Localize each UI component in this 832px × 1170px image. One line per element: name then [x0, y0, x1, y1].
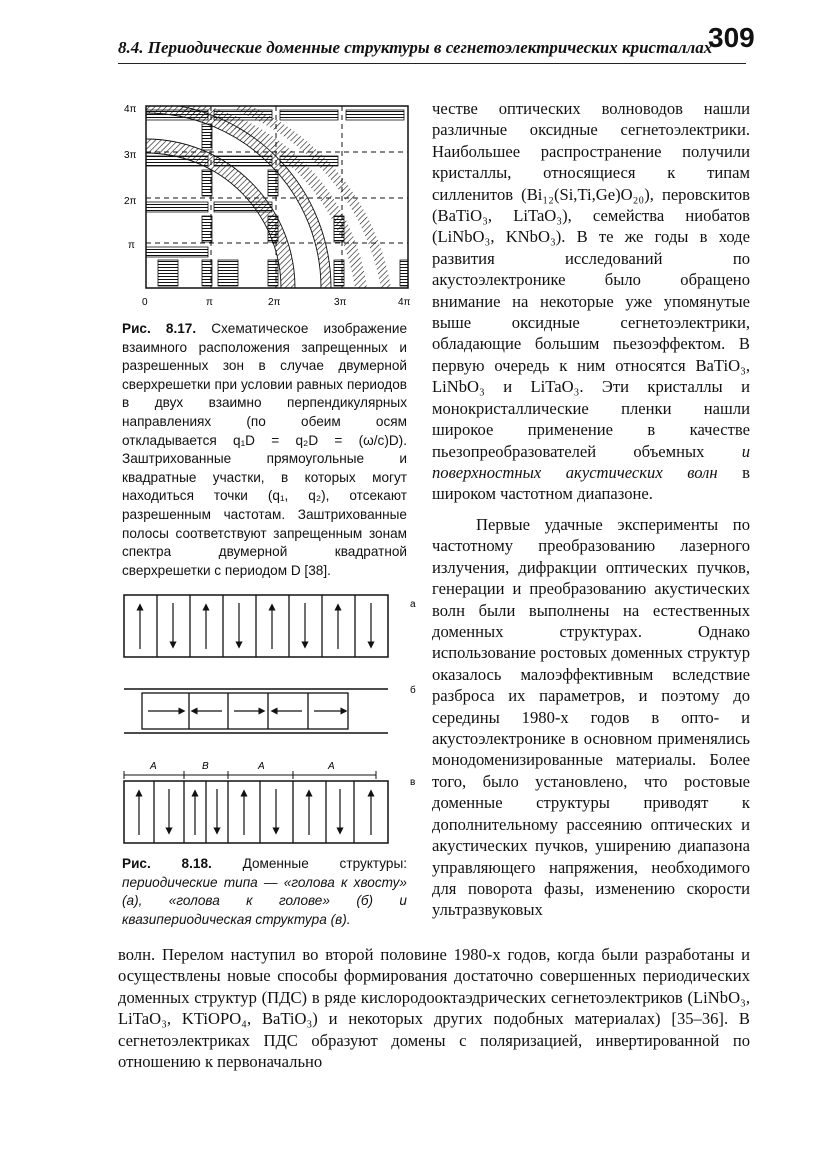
caption-number: Рис. 8.18.	[122, 856, 212, 871]
dim-label-a3: А	[328, 761, 335, 772]
label-b: б	[410, 685, 416, 696]
figure-8-18	[118, 585, 418, 855]
figure-8-17	[118, 98, 418, 318]
caption-italic-text: периодические типа — «голова к хвосту» (а), «голова к голове» (б) и квазипериодическая структура (в).	[122, 874, 407, 927]
x-tick-4pi: 4π	[398, 297, 411, 308]
page-number: 309	[708, 22, 755, 53]
running-head: 8.4. Периодические доменные структуры в сегнетоэлектрических кристаллах	[118, 38, 713, 57]
dim-label-a1: А	[150, 761, 157, 772]
y-tick-pi: π	[128, 240, 135, 251]
caption-text: Схематическое изображение взаимного расположения запрещенных и разрешенных зон в случае двумерной сверхрешетки при условии равных периодов в двух взаимно перпендикулярных направлениях (по обеим осям откладывается q₁D = q₂D = (ω/c)D). Заштрихованные прямоугольные и квадратные участки, в которых могут находиться точки (q₁, q₂), отсекают разрешенным частотам. Заштрихованные полосы соответствуют запрещенным зонам спектра двумерной квадратной сверхрешетки с периодом D [38].	[122, 321, 407, 578]
paragraph-text: Первые удачные эксперименты по частотному преобразованию лазерного излучения, дифракции оптических пучков, генерации и преобразованию акустических волн были выполнены на естественных доменных структурах. Однако использование ростовых доменных структур оказалось малоэффективным вследствие разброса их параметров, и поэтому до середины 1980-х годов в опто- и акустоэлектронике в основном применялись монодоменизированные материалы. Более того, было установлено, что ростовые доменные структуры приводят к дополнительному рассеянию оптических и акустических пучков, уширению диапазона управляющего напряжения, необходимого для поворота фазы, изменению скорости ультразвуковых	[432, 515, 750, 920]
dim-label-a2: А	[258, 761, 265, 772]
x-tick-0: 0	[142, 297, 148, 308]
y-tick-2pi: 2π	[124, 196, 137, 207]
paragraph-end: в широком частотном диапазоне.	[432, 462, 750, 504]
paragraph-italic: и поверхностных акустических волн	[432, 441, 750, 482]
y-tick-4pi: 4π	[124, 104, 137, 115]
domain-structure-v	[124, 761, 415, 843]
caption-text: Доменные структуры:	[242, 856, 408, 871]
figure-8-17-caption	[122, 320, 407, 580]
right-column-paragraph-2	[432, 514, 750, 921]
y-tick-3pi: 3π	[124, 150, 137, 161]
caption-number: Рис. 8.17.	[122, 321, 197, 336]
label-v: в	[410, 777, 416, 788]
dim-label-b: В	[202, 761, 209, 772]
right-column-paragraph-1	[432, 98, 750, 505]
header-rule	[118, 63, 746, 64]
x-tick-pi: π	[206, 297, 213, 308]
x-tick-3pi: 3π	[334, 297, 347, 308]
x-tick-2pi: 2π	[268, 297, 281, 308]
bottom-paragraph: волн. Перелом наступил во второй половине 1980-х годов, когда были разработаны и осуществлены новые способы формирования достаточно совершенных периодических доменных структур (ПДС) в ряде кислородооктаэдрических сегнетоэлектриков (LiNbO₃, LiTaO₃, KTiOPO₄, BaTiO₃) и некоторых других подобных материалах) [35–36]. В сегнетоэлектриках ПДС образуют домены с поляризацией, инвертированной по отношению к первоначально	[118, 945, 750, 1072]
figure-8-18-caption	[122, 855, 407, 929]
label-a: а	[410, 599, 416, 610]
paragraph-text: честве оптических волноводов нашли различные оксидные сегнетоэлектрики. Наибольшее распространение получили кристаллы, относящиеся к типам силленитов (Bi₁₂(Si,Ti,Ge)O₂₀), перовскитов (BaTiO₃, LiTaO₃), семейства ниобатов (LiNbO₃, KNbO₃). В те же годы в ходе развития исследований по акустоэлектронике было обращено внимание на некоторые уже упомянутые выше оксидные сегнетоэлектрики, обладающие большим пьезоэффектом. В первую очередь к ним относятся BaTiO₃, LiNbO₃ и LiTaO₃. Эти кристаллы и монокристаллические пленки нашли широкое применение в качестве пьезопреобразователей объемных	[432, 99, 750, 461]
domain-structure-a	[124, 595, 416, 657]
domain-structure-b	[124, 684, 416, 733]
